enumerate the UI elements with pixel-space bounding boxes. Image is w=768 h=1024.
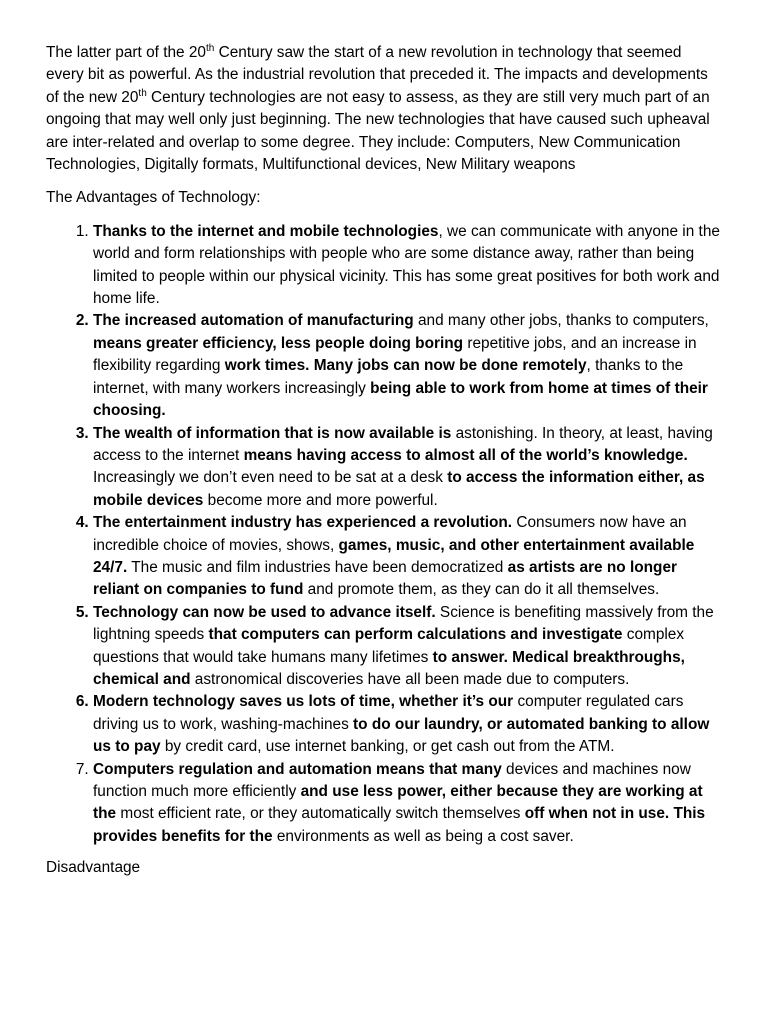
- list-item: [93, 602, 722, 692]
- list-item: [93, 759, 722, 849]
- body-text: astronomical discoveries have all been made due to computers.: [190, 670, 630, 688]
- bold-text: The wealth of information that is now available is: [93, 424, 452, 442]
- body-text: repetitive jobs, and an increase in flexibility regarding: [93, 334, 697, 375]
- bold-text: Computers regulation and automation means that many: [93, 760, 502, 778]
- list-item: [93, 512, 722, 602]
- bold-text: off when not in use. This provides benefits for the: [93, 805, 706, 845]
- body-text: devices and machines now function much more efficiently: [93, 760, 691, 800]
- body-text: complex questions that would take humans many lifetimes: [93, 626, 685, 666]
- intro-paragraph: [46, 42, 722, 176]
- body-text: most efficient rate, or they automatically switch themselves: [116, 805, 525, 823]
- bold-text: work times. Many jobs can now be done remotely: [224, 357, 587, 375]
- body-text: computer regulated cars driving us to work, washing-machines: [93, 693, 684, 733]
- list-item: [93, 310, 722, 422]
- bold-text: Technology can now be used to advance itself.: [93, 603, 436, 621]
- bold-text: Modern technology saves us lots of time, whether it’s our: [93, 693, 514, 711]
- body-text: by credit card, use internet banking, or get cash out from the ATM.: [160, 738, 615, 756]
- bold-text: to access the information either, as mobile devices: [93, 469, 705, 509]
- intro-text-3: Century technologies are not easy to assess, as they are still very much part of an ongoing that may well only just beginning. The new technologies that have caused such upheaval are inter-related and overlap to some degree. They include: Computers, New Communication Technologies, Digitally formats, Multifunctional devices, New Military weapons: [46, 88, 710, 174]
- body-text: , we can communicate with anyone in the world and form relationships with people who are some distance away, rather than being limited to people within our physical vicinity. This has some great positives for both work and home life.: [93, 222, 720, 308]
- bold-text: The increased automation of manufacturing: [93, 312, 414, 330]
- body-text: and many other jobs, thanks to computers,: [413, 312, 709, 330]
- bold-text: as artists are no longer reliant on companies to fund: [93, 558, 677, 599]
- body-text: Science is benefiting massively from the lightning speeds: [93, 603, 714, 644]
- advantages-heading: The Advantages of Technology:: [46, 189, 261, 207]
- body-text: , thanks to the internet, with many workers increasingly: [93, 357, 684, 397]
- bold-text: Thanks to the internet and mobile technologies: [93, 222, 439, 240]
- intro-text-1: The latter part of the 20: [46, 44, 206, 61]
- bold-text: The entertainment industry has experienced a revolution.: [93, 514, 513, 532]
- bold-text: that computers can perform calculations and investigate: [208, 626, 623, 644]
- intro-text-2: Century saw the start of a new revolution in technology that seemed every bit as powerful. As the industrial revolution that preceded it. The impacts and developments of the new 20: [46, 44, 708, 106]
- bold-text: to answer. Medical breakthroughs, chemical and: [93, 648, 685, 688]
- disadvantage-heading: Disadvantage: [46, 859, 141, 877]
- list-item: [93, 423, 722, 513]
- ordinal-suffix: th: [206, 42, 215, 54]
- bold-text: games, music, and other entertainment available 24/7.: [93, 536, 695, 576]
- ordinal-suffix: th: [138, 87, 147, 99]
- body-text: Consumers now have an incredible choice of movies, shows,: [93, 514, 687, 554]
- body-text: astonishing. In theory, at least, having access to the internet: [93, 424, 713, 464]
- body-text: The music and film industries have been democratized: [127, 558, 508, 576]
- body-text: and promote them, as they can do it all themselves.: [303, 581, 660, 599]
- list-item: [93, 221, 722, 311]
- body-text: environments as well as being a cost saver.: [272, 827, 574, 845]
- list-item: [93, 691, 722, 758]
- bold-text: to do our laundry, or automated banking to allow us to pay: [93, 715, 710, 756]
- body-text: Increasingly we don’t even need to be sat at a desk: [93, 469, 448, 487]
- bold-text: and use less power, either because they are working at the: [93, 783, 703, 823]
- advantages-list: [46, 221, 722, 848]
- body-text: become more and more powerful.: [203, 491, 438, 509]
- bold-text: being able to work from home at times of their choosing.: [93, 379, 708, 420]
- bold-text: means greater efficiency, less people doing boring: [93, 334, 464, 352]
- bold-text: means having access to almost all of the world’s knowledge.: [243, 446, 688, 464]
